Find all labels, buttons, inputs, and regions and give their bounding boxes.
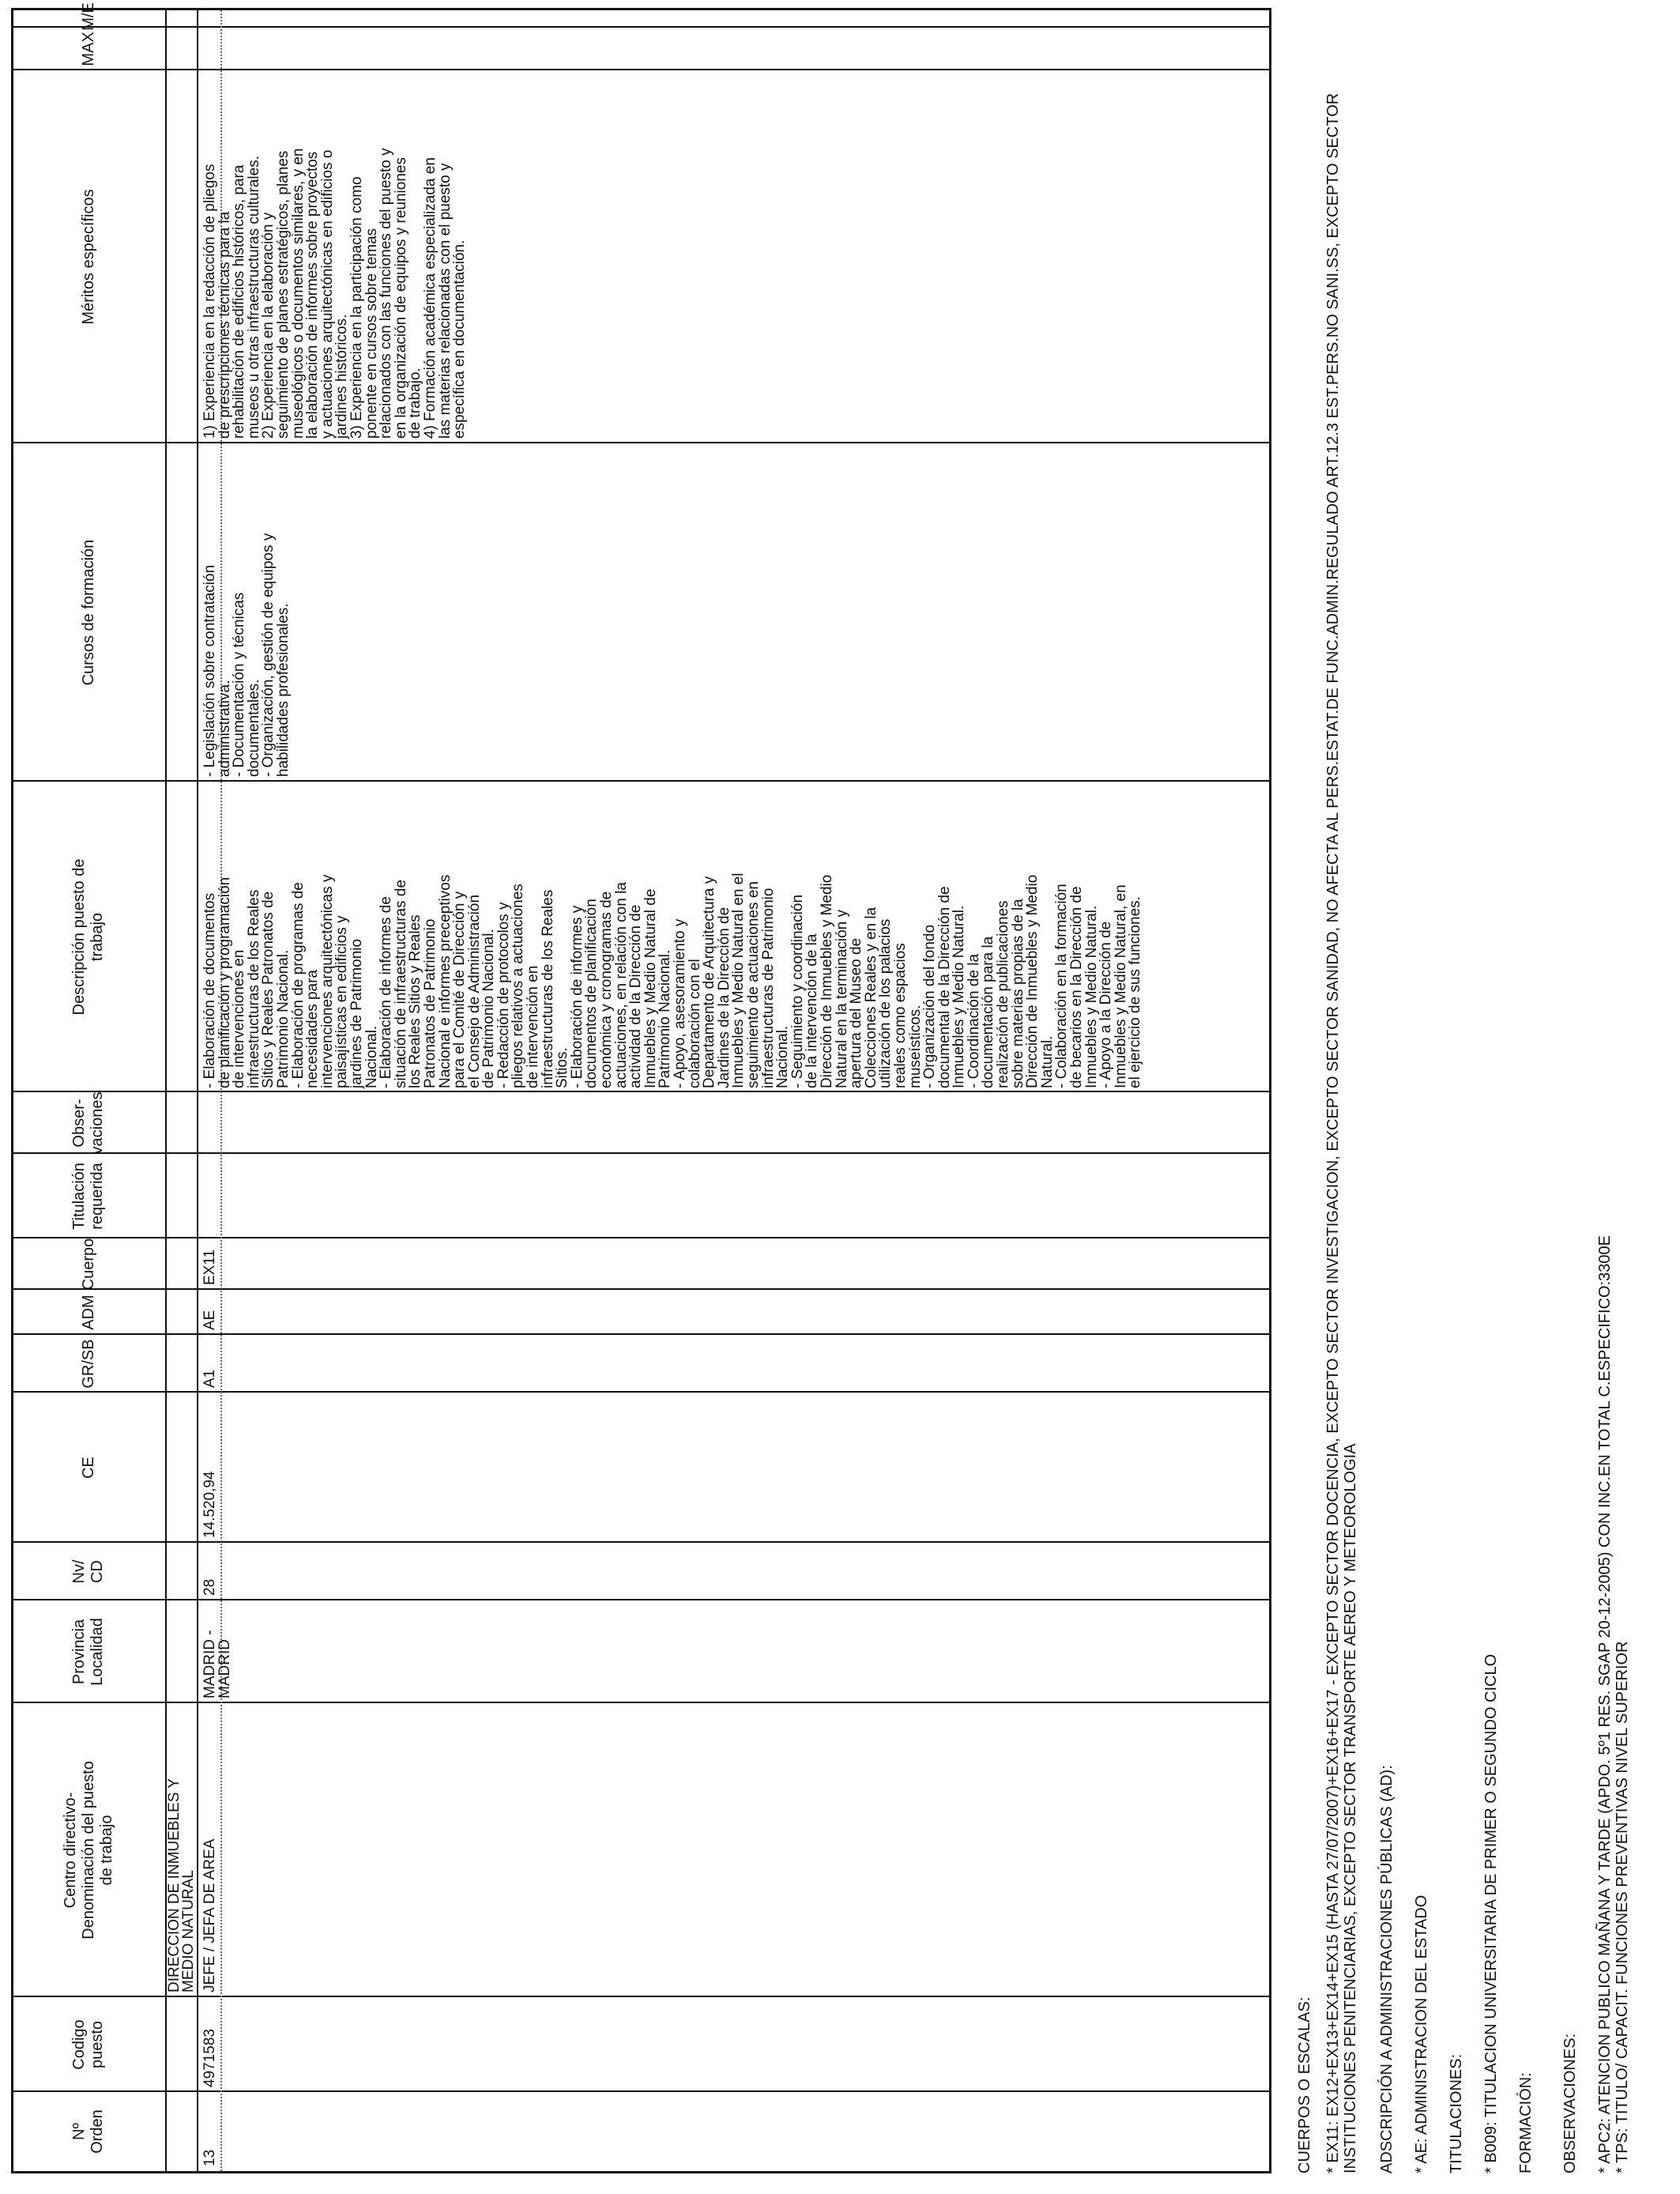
row-orden: 13: [202, 2149, 218, 2166]
header-centro: Centro directivo- Denominación del puesto de trabajo: [61, 1761, 115, 1940]
adscripcion-text: * AE: ADMINISTRACION DEL ESTADO: [1413, 1894, 1430, 2173]
header-ce: CE: [79, 1457, 97, 1479]
titulaciones-title: TITULACIONES:: [1448, 2053, 1465, 2173]
row-cuerpo: EX11: [202, 1249, 218, 1285]
observaciones-text: * APC2: ATENCION PUBLICO MAÑANA Y TARDE (APDO. 5º1 RES. SGAP 20-12-2005) CON INC.EN TOTAL C.ESPECIFICO:3300E * TPS: TITULO/ CAPACIT. FUNCIONES PREVENTIVAS NIVEL SUPERIOR: [1596, 1235, 1631, 2173]
header-adm: ADM: [79, 1295, 97, 1330]
row-ce: 14.520,94: [202, 1471, 218, 1538]
header-cursos: Cursos de formación: [79, 539, 97, 686]
header-descripcion: Descripción puesto de trabajo: [70, 858, 106, 1016]
row-grupo: A1: [202, 1369, 218, 1388]
row-denominacion: JEFE / JEFA DE AREA: [202, 1838, 218, 1992]
header-grupo: GR/SB: [79, 1339, 97, 1389]
row-meritos: 1) Experiencia en la redacción de pliegos de prescripciones técnicas para la rehabilitación de edificios históricos, para museos u otras infraestructuras culturales. 2) Experiencia en la elaboración y seguimiento de planes estratégicos, planes museológicos o documentos similares, y en la elaboración de informes sobre proyectos y actuaciones arquitectónicas en edificios o jardines históricos. 3) Experiencia en la participación como ponente en cursos sobre temas relacionados con las funciones del puesto y en la organización de equipos y reuniones de trabajo. 4) Formación académica especializada en las materias relacionadas con el puesto y específica en documentación.: [202, 148, 469, 439]
section-centro: DIRECCION DE INMUEBLES Y MEDIO NATURAL: [166, 1778, 197, 1992]
header-provincia: Provincia Localidad: [70, 1618, 106, 1686]
row-nivel: 28: [202, 1578, 218, 1596]
header-codigo: Codigo puesto: [70, 2019, 106, 2070]
row-codigo: 4971583: [202, 2029, 218, 2087]
adscripcion-title: ADSCRIPCIÓN A ADMINISTRACIONES PÚBLICAS (AD):: [1378, 1765, 1396, 2173]
header-meritos: Méritos específicos: [79, 189, 97, 325]
header-me: M/E: [79, 2, 97, 31]
header-observaciones: Obser- vaciones: [70, 1091, 106, 1155]
titulaciones-text: * B009: TITULACION UNIVERSITARIA DE PRIMER O SEGUNDO CICLO: [1482, 1653, 1500, 2173]
row-descripcion: - Elaboración de documentos de planificación y programación de intervenciones en infraestructuras de los Reales Sitios y Reales Patronatos de Patrimonio Nacional. - Elaboración de programas de necesidades para intervenciones arquitectónicas y paisajísticas en edificios y jardines de Patrimonio Nacional. - Elaboración de informes de situación de infraestructuras de los Reales Sitios y Reales Patronatos de Patrimonio Nacional e informes preceptivos para el Comité de Dirección y el Consejo de Administración de Patrimonio Nacional. - Redacción de protocolos y pliegos relativos a actuaciones de intervención en infraestructuras de los Reales Sitios. - Elaboración de informes y documentos de planificación económica y cronogramas de actuaciones, en relación con la actividad de la Dirección de Inmuebles y Medio Natural de Patrimonio Nacional. - Apoyo, asesoramiento y colaboración con el Departamento de Arquitectura y Jardines de la Dirección de Inmuebles y Medio Natural en el seguimiento de actuaciones en infraestructuras de Patrimonio Nacional. - Seguimiento y coordinación de la intervención de la Dirección de Inmuebles y Medio Natural en la terminación y apertura del Museo de Colecciones Reales y en la utilización de los palacios reales como espacios museísticos. - Organización del fondo documental de la Dirección de Inmuebles y Medio Natural. - Coordinación de la documentación para la realización de publicaciones sobre materias propias de la Dirección de Inmuebles y Medio Natural. - Colaboración en la formación de becarios en la Dirección de Inmuebles y Medio Natural. - Apoyo a la Dirección de Inmuebles y Medio Natural, en el ejercicio de sus funciones.: [202, 873, 1144, 1088]
header-cuerpo: Cuerpo: [79, 1238, 97, 1291]
header-titulacion: Titulación requerida: [70, 1163, 106, 1230]
row-provincia: MADRID - MADRID: [202, 1630, 233, 1698]
observaciones-title: OBSERVACIONES:: [1561, 2033, 1579, 2173]
header-max: MAX: [79, 32, 97, 66]
formacion-title: FORMACIÓN:: [1517, 2072, 1535, 2173]
positions-table: [11, 2, 1271, 2173]
header-orden: Nº Orden: [70, 2109, 106, 2154]
row-cursos: - Legislación sobre contratación administrativa. - Documentación y técnicas documentales. - Organización, gestión de equipos y habilidades profesionales.: [202, 533, 292, 777]
header-nivel: Nv/ CD: [70, 1559, 106, 1584]
cuerpos-text: * EX11: EX12+EX13+EX14+EX15 (HASTA 27/07/2007)+EX16+EX17 - EXCEPTO SECTOR DOCENCIA, EXCEPTO SECTOR INVESTIGACION, EXCEPTO SECTOR SANIDAD, NO AFECTA AL PERS.ESTAT.DE FUNC.ADMIN.REGULADO ART.12.3 EST.PERS.NO SANI.SS, EXCEPTO SECTOR INSTITUCIONES PENITENCIARIAS, EXCEPTO SECTOR TRANSPORTE AEREO Y METEOROLOGIA: [1324, 92, 1359, 2173]
cuerpos-title: CUERPOS O ESCALAS:: [1296, 1996, 1313, 2173]
row-adm: AE: [202, 1310, 218, 1330]
